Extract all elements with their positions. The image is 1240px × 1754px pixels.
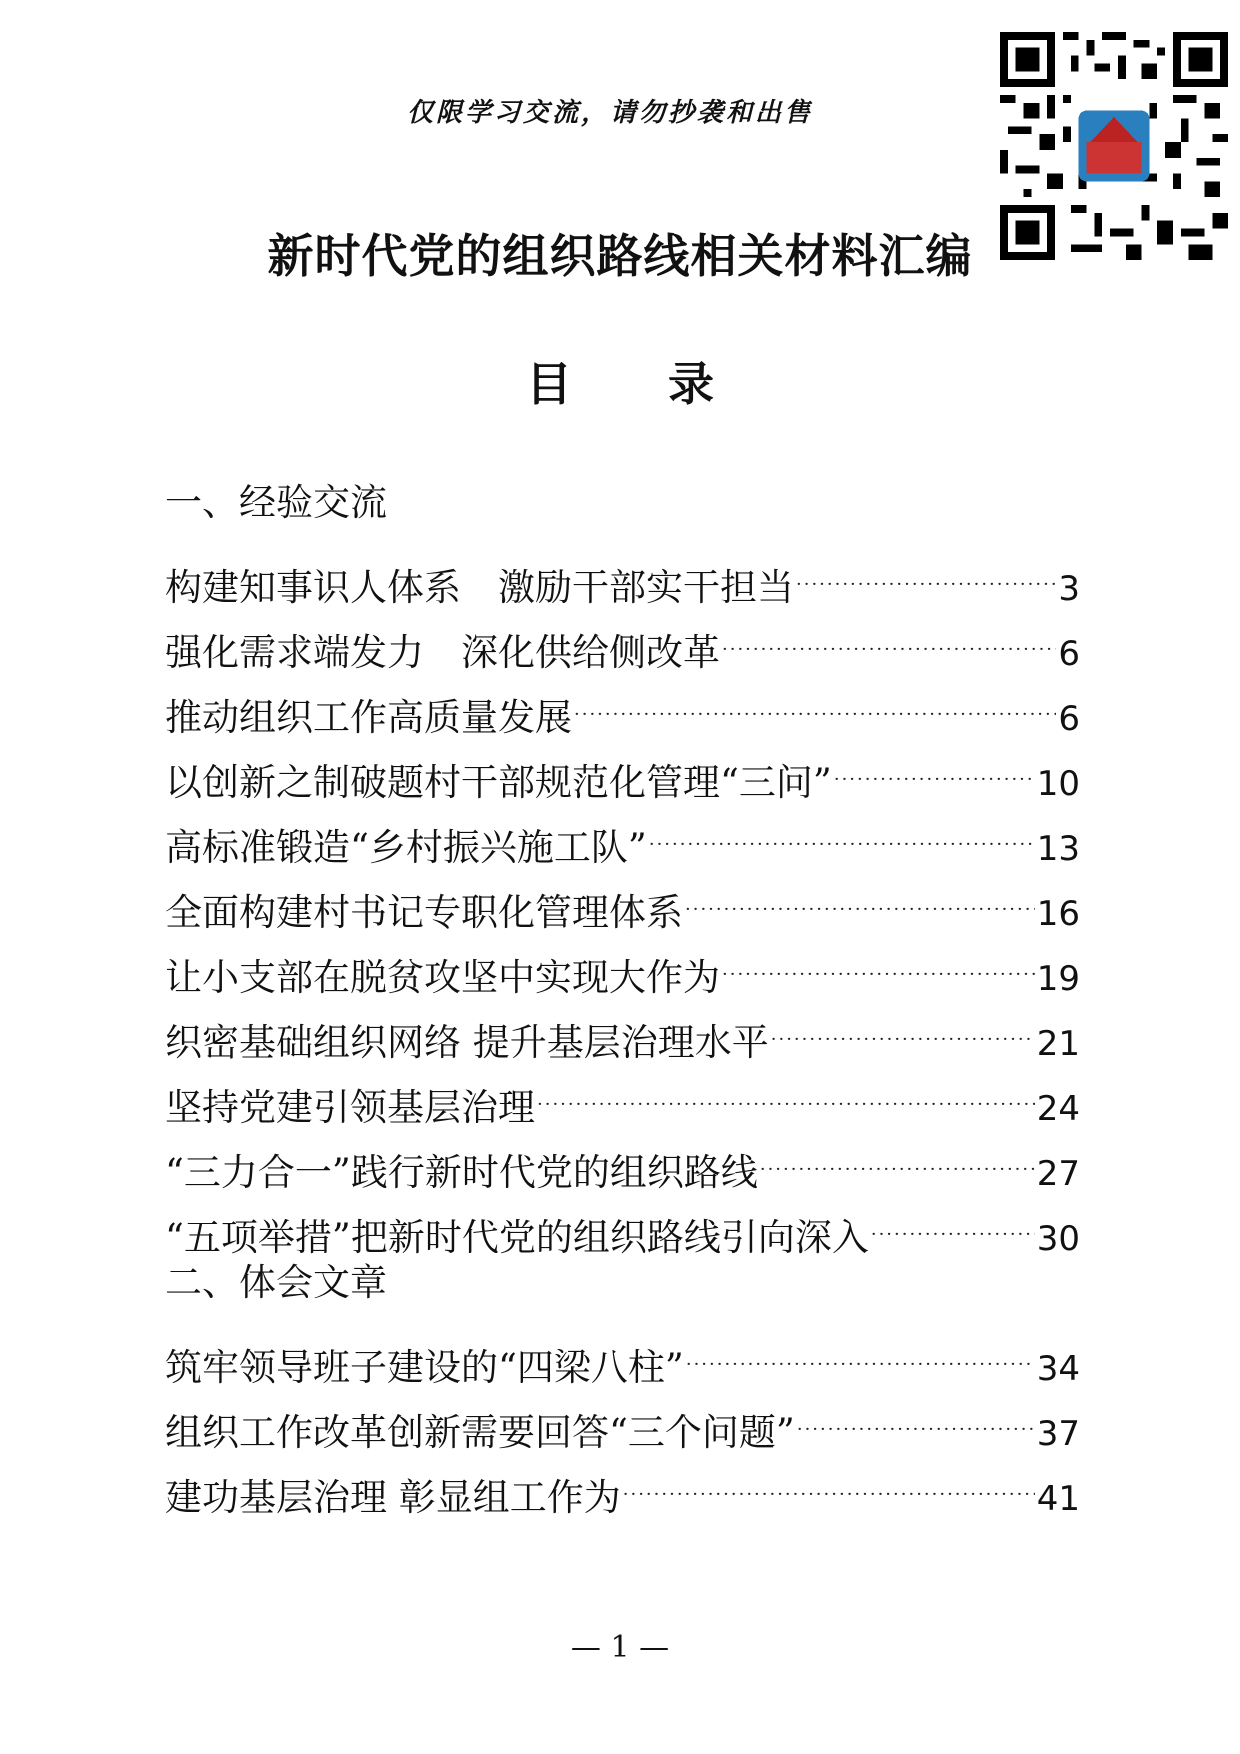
toc-entry-page: 3 (1058, 569, 1080, 609)
leader-dots (623, 1445, 1035, 1510)
toc-entry-page: 6 (1058, 634, 1080, 674)
toc-entry-page: 19 (1036, 959, 1080, 999)
toc-entry-title: 构建知事识人体系 激励干部实干担当 (165, 566, 794, 609)
toc-entry-title: 织密基础组织网络 提升基层治理水平 (165, 1021, 769, 1064)
toc-entry-page: 37 (1036, 1414, 1080, 1454)
leader-dots (649, 795, 1035, 860)
table-of-contents (165, 470, 1080, 1519)
leader-dots (686, 1315, 1035, 1380)
section-heading: 一、经验交流 (165, 481, 387, 524)
document-title: 新时代党的组织路线相关材料汇编 (267, 229, 973, 283)
toc-entry-title: 全面构建村书记专职化管理体系 (165, 891, 683, 934)
toc-entry-title: “三力合一”践行新时代党的组织路线 (165, 1151, 758, 1194)
toc-entry[interactable] (165, 535, 1080, 609)
toc-entry-page: 21 (1036, 1024, 1080, 1064)
toc-entry-page: 16 (1036, 894, 1080, 934)
toc-entry-title: 以创新之制破题村干部规范化管理“三问” (165, 761, 832, 804)
toc-entry-title: “五项举措”把新时代党的组织路线引向深入 (165, 1216, 869, 1259)
leader-dots (722, 925, 1035, 990)
toc-entry[interactable] (165, 1315, 1080, 1389)
leader-dots (797, 1380, 1035, 1445)
leader-dots (771, 990, 1035, 1055)
toc-entry-title: 推动组织工作高质量发展 (165, 696, 572, 739)
toc-entry-title: 组织工作改革创新需要回答“三个问题” (165, 1411, 795, 1454)
toc-entry-title: 建功基层治理 彰显组工作为 (165, 1476, 621, 1519)
leader-dots (871, 1185, 1035, 1250)
toc-entry-page: 30 (1036, 1219, 1080, 1259)
toc-entry-title: 坚持党建引领基层治理 (165, 1086, 535, 1129)
toc-entry-page: 41 (1036, 1479, 1080, 1519)
leader-dots (685, 860, 1035, 925)
toc-entry-title: 强化需求端发力 深化供给侧改革 (165, 631, 720, 674)
leader-dots (760, 1120, 1035, 1185)
toc-entry-page: 27 (1036, 1154, 1080, 1194)
toc-entry-page: 24 (1036, 1089, 1080, 1129)
page-number: — 1 — (570, 1630, 670, 1665)
toc-entry-page: 6 (1058, 699, 1080, 739)
toc-entry-page: 10 (1036, 764, 1080, 804)
toc-entry-title: 让小支部在脱贫攻坚中实现大作为 (165, 956, 720, 999)
toc-heading: 目 录 (525, 357, 754, 411)
leader-dots (537, 1055, 1035, 1120)
toc-entry-title: 高标准锻造“乡村振兴施工队” (165, 826, 647, 869)
toc-entry-page: 34 (1036, 1349, 1080, 1389)
leader-dots (796, 535, 1056, 600)
toc-entry-title: 筑牢领导班子建设的“四梁八柱” (165, 1346, 684, 1389)
toc-entry-page: 13 (1036, 829, 1080, 869)
leader-dots (574, 665, 1056, 730)
section-heading: 二、体会文章 (165, 1261, 387, 1304)
leader-dots (722, 600, 1056, 665)
watermark-notice: 仅限学习交流，请勿抄袭和出售 (406, 98, 813, 128)
leader-dots (834, 730, 1035, 795)
